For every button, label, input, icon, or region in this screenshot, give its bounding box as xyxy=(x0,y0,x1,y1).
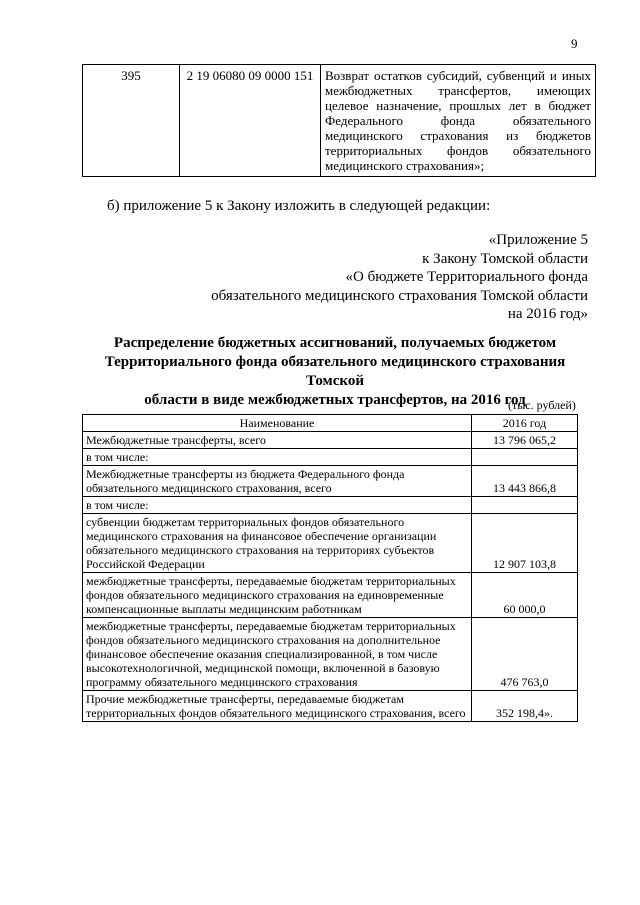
row-value: 13 443 866,8 xyxy=(472,466,578,497)
appendix-line: «Приложение 5 xyxy=(488,232,588,248)
row-value: 12 907 103,8 xyxy=(472,514,578,573)
code-cell: 395 xyxy=(83,65,180,177)
row-value: 476 763,0 xyxy=(472,618,578,691)
continuation-table xyxy=(82,64,596,177)
appendix-line: на 2016 год» xyxy=(507,306,588,322)
title-line: Территориального фонда обязательного медицинского страхования Томской xyxy=(104,354,566,389)
units-label: (тыс. рублей) xyxy=(508,398,576,412)
header-year: 2016 год xyxy=(472,415,578,432)
appendix-line: к Закону Томской области xyxy=(422,250,588,267)
row-value xyxy=(472,497,578,514)
row-name: Межбюджетные трансферты из бюджета Федерального фонда обязательного медицинского страхования, всего xyxy=(83,466,472,497)
appendix-line: «О бюджете Территориального фонда xyxy=(345,269,588,285)
row-name: субвенции бюджетам территориальных фондов обязательного медицинского страхования на финансовое обеспечение организации обязательного медицинского страхования на территориях субъектов Российской Федерации xyxy=(83,514,472,573)
row-value: 352 198,4». xyxy=(472,691,578,722)
table-header-row xyxy=(83,415,578,432)
row-name: в том числе: xyxy=(83,497,472,514)
table-row xyxy=(83,65,596,177)
row-name: Прочие межбюджетные трансферты, передаваемые бюджетам территориальных фондов обязательного медицинского страхования, всего xyxy=(83,691,472,722)
description-cell: Возврат остатков субсидий, субвенций и иных межбюджетных трансфертов, имеющих целевое назначение, прошлых лет в бюджет Федерального фонда обязательного медицинского страхования из бюджетов территориальных фондов обязательного медицинского страхования»; xyxy=(321,65,596,177)
instruction-text: б) приложение 5 к Закону изложить в следующей редакции: xyxy=(107,198,491,214)
page-number: 9 xyxy=(571,36,578,51)
row-name: Межбюджетные трансферты, всего xyxy=(83,432,472,449)
row-name: межбюджетные трансферты, передаваемые бюджетам территориальных фондов обязательного медицинского страхования на дополнительное финансовое обеспечение оказания специализированной, в том числе высокотехнологичной, медицинской помощи, включенной в базовую программу обязательного медицинского страхования xyxy=(83,618,472,691)
table-row xyxy=(83,497,578,514)
row-value: 60 000,0 xyxy=(472,573,578,618)
table-row xyxy=(83,514,578,573)
table-row xyxy=(83,466,578,497)
row-value xyxy=(472,449,578,466)
header-name: Наименование xyxy=(83,415,472,432)
table-row xyxy=(83,618,578,691)
row-name: межбюджетные трансферты, передаваемые бюджетам территориальных фондов обязательного медицинского страхования на единовременные компенсационные выплаты медицинским работникам xyxy=(83,573,472,618)
appendix-line: обязательного медицинского страхования Томской области xyxy=(211,287,588,304)
title-line: Распределение бюджетных ассигнований, получаемых бюджетом xyxy=(113,335,557,351)
budget-table xyxy=(82,414,578,722)
row-name: в том числе: xyxy=(83,449,472,466)
table-row xyxy=(83,691,578,722)
appendix-header xyxy=(211,231,588,324)
row-value: 13 796 065,2 xyxy=(472,432,578,449)
table-row xyxy=(83,432,578,449)
table-row xyxy=(83,449,578,466)
title-line: области в виде межбюджетных трансфертов, на 2016 год xyxy=(144,392,526,408)
table-row xyxy=(83,573,578,618)
kbk-cell: 2 19 06080 09 0000 151 xyxy=(180,65,321,177)
